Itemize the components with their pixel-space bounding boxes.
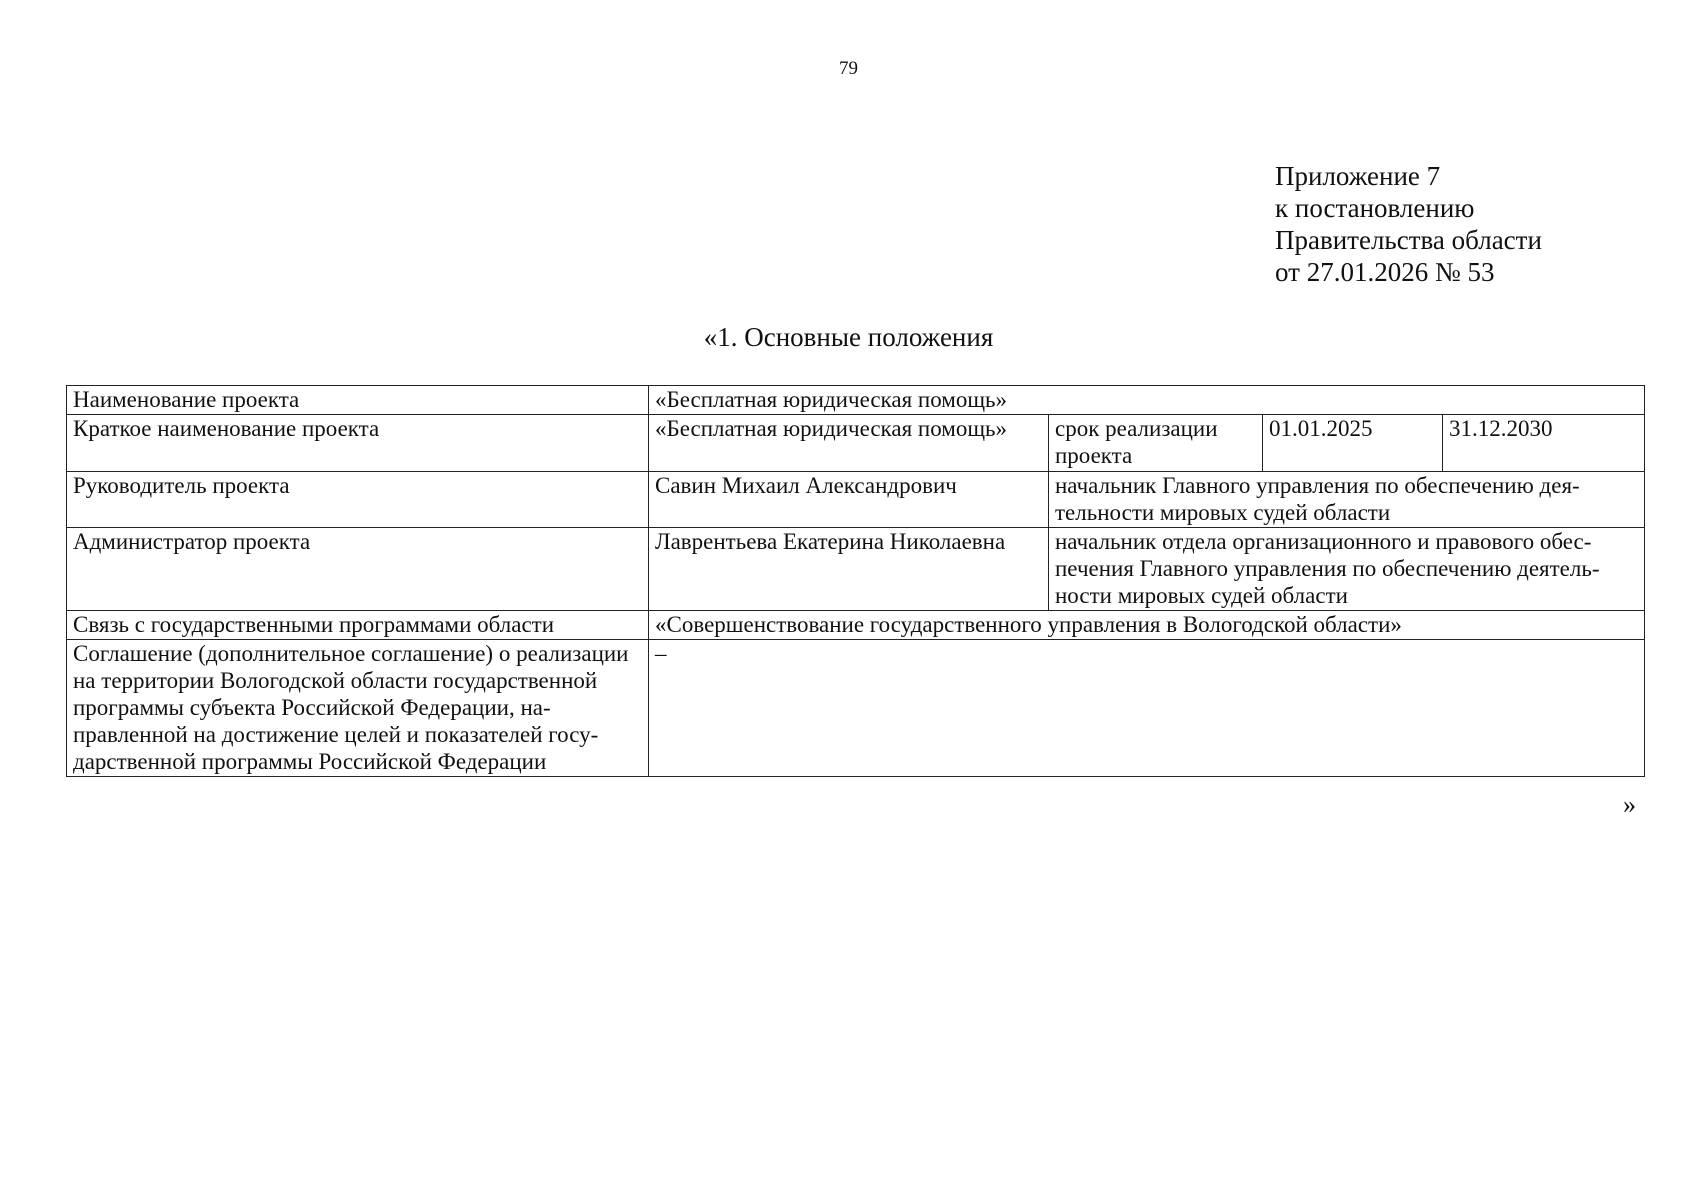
manager-name: Савин Михаил Александрович — [649, 472, 1049, 528]
table-row-state-programs — [67, 611, 1645, 640]
agreement-label: Соглашение (дополнительное соглашение) о реализации на территории Вологодской области государственной программы субъекта Российской Федерации, направленной на достижение целей и показателей государственной программы Российской Федерации — [67, 640, 649, 777]
table-row-manager — [67, 472, 1645, 528]
administrator-position: начальник отдела организационного и правового обеспечения Главного управления по обеспечению деятельности мировых судей области — [1049, 528, 1645, 611]
appendix-line-4: от 27.01.2026 № 53 — [1275, 257, 1495, 287]
term-label: срок реализации проекта — [1049, 415, 1263, 472]
state-programs-value: «Совершенствование государственного управления в Вологодской области» — [649, 611, 1645, 640]
agreement-value: – — [649, 640, 1645, 777]
project-info-table — [66, 385, 1645, 777]
start-date: 01.01.2025 — [1263, 415, 1443, 472]
manager-position: начальник Главного управления по обеспечению деятельности мировых судей области — [1049, 472, 1645, 528]
appendix-line-2: к постановлению — [1275, 193, 1475, 223]
administrator-label: Администратор проекта — [67, 528, 649, 611]
table-row-agreement — [67, 640, 1645, 777]
appendix-header — [1275, 160, 1542, 288]
manager-label: Руководитель проекта — [67, 472, 649, 528]
appendix-line-3: Правительства области — [1275, 225, 1542, 255]
appendix-line-1: Приложение 7 — [1275, 161, 1441, 191]
administrator-name: Лаврентьева Екатерина Николаевна — [649, 528, 1049, 611]
state-programs-label: Связь с государственными программами области — [67, 611, 649, 640]
table-row-project-name — [67, 386, 1645, 415]
section-title: «1. Основные положения — [703, 322, 994, 352]
end-date: 31.12.2030 — [1443, 415, 1645, 472]
short-name-value: «Бесплатная юридическая помощь» — [649, 415, 1049, 472]
closing-quote: » — [1623, 790, 1636, 819]
project-name-value: «Бесплатная юридическая помощь» — [649, 386, 1645, 415]
table-row-short-name — [67, 415, 1645, 472]
table-row-administrator — [67, 528, 1645, 611]
page-number: 79 — [839, 58, 858, 79]
short-name-label: Краткое наименование проекта — [67, 415, 649, 472]
project-name-label: Наименование проекта — [67, 386, 649, 415]
